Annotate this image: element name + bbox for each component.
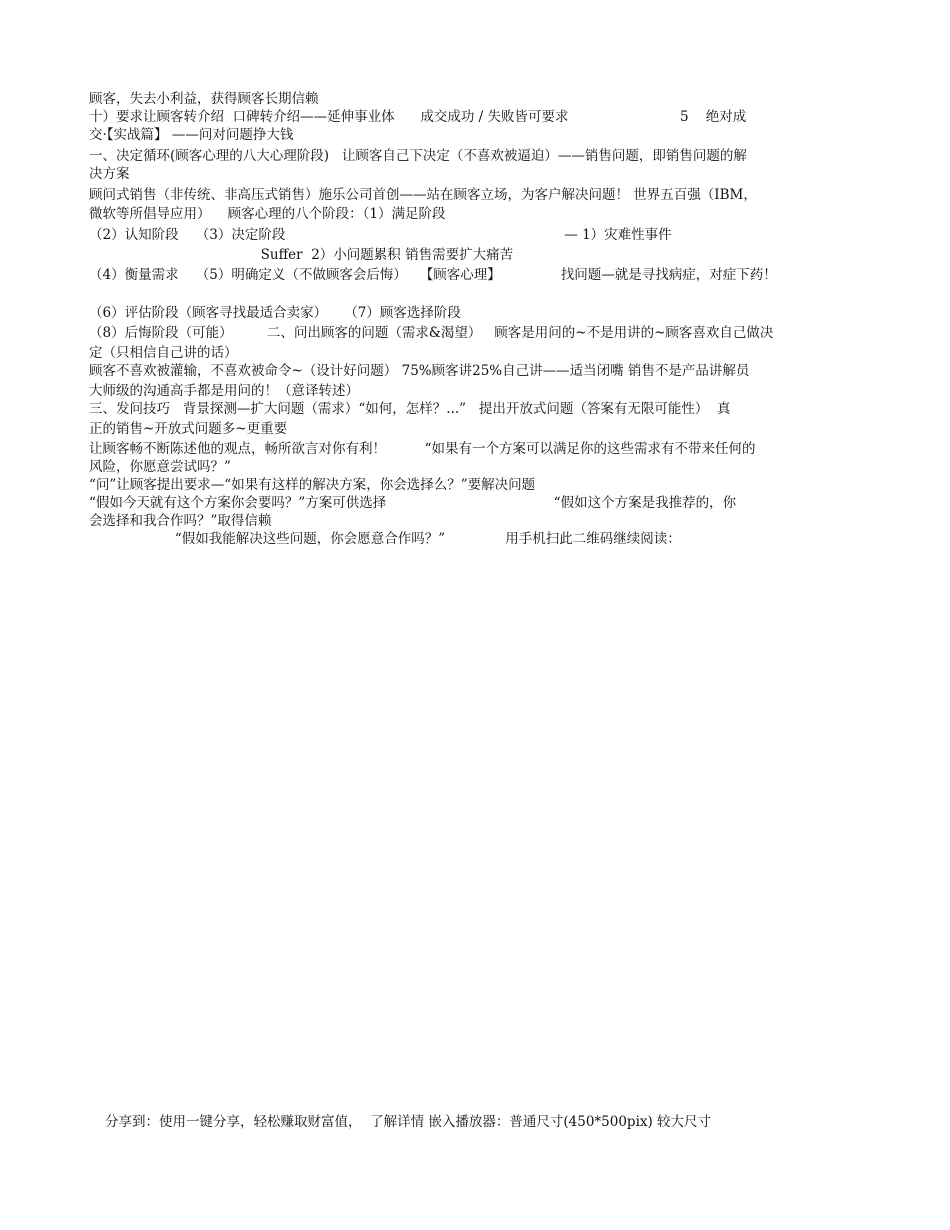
text-line: （8）后悔阶段（可能） 二、问出顾客的问题（需求&渴望） 顾客是用问的~不是用讲的~顾客喜欢自己做决 — [89, 325, 774, 341]
text-line: （6）评估阶段（顾客寻找最适合卖家） （7）顾客选择阶段 — [89, 305, 461, 321]
text-line: 正的销售~开放式问题多~更重要 — [89, 421, 288, 437]
text-line: 顾问式销售（非传统、非高压式销售）施乐公司首创——站在顾客立场，为客户解决问题！ 世界五百强（IBM， — [89, 187, 757, 203]
text-line: （4）衡量需求 （5）明确定义（不做顾客会后悔） 【顾客心理】 找问题—就是寻找病症，对症下药！ — [89, 267, 777, 283]
text-line: “假如我能解决这些问题，你会愿意合作吗？” 用手机扫此二维码继续阅读： — [89, 531, 681, 547]
text-line: “假如今天就有这个方案你会要吗？”方案可供选择 “假如这个方案是我推荐的，你 — [89, 495, 737, 511]
text-line: 一、决定循环(顾客心理的八大心理阶段) 让顾客自己下决定（不喜欢被逼迫）——销售问题，即销售问题的解 — [89, 148, 747, 164]
text-line: “问”让顾客提出要求—“如果有这样的解决方案，你会选择么？”要解决问题 — [89, 477, 536, 493]
text-line: 让顾客畅不断陈述他的观点，畅所欲言对你有利！ “如果有一个方案可以满足你的这些需求有不带来任何的 — [89, 441, 756, 457]
text-line: 决方案 — [89, 166, 130, 182]
text-line: Suffer 2）小问题累积 销售需要扩大痛苦 — [89, 247, 514, 263]
share-footer[interactable]: 分享到：使用一键分享，轻松赚取财富值， 了解详情 嵌入播放器：普通尺寸(450*500pix) 较大尺寸 — [105, 1114, 712, 1130]
text-line: 大师级的沟通高手都是用问的！（意译转述） — [89, 383, 359, 399]
text-line: 十）要求让顾客转介绍 口碑转介绍——延伸事业体 成交成功 / 失败皆可要求 5 绝对成 — [89, 109, 747, 125]
text-line: 微软等所倡导应用） 顾客心理的八个阶段：（1）满足阶段 — [89, 206, 446, 222]
text-line: 会选择和我合作吗？”取得信赖 — [89, 513, 272, 529]
text-line: 三、发问技巧 背景探测—扩大问题（需求）“如何，怎样？...” 提出开放式问题（答案有无限可能性） 真 — [89, 401, 731, 417]
text-line: 顾客，失去小利益，获得顾客长期信赖 — [89, 91, 319, 107]
text-line: 风险，你愿意尝试吗？” — [89, 459, 231, 475]
text-line: （2）认知阶段 （3）决定阶段 — 1）灾难性事件 — [89, 227, 672, 243]
text-line: 顾客不喜欢被灌输，不喜欢被命令~（设计好问题） 75%顾客讲25%自己讲——适当闭嘴 销售不是产品讲解员 — [89, 363, 750, 379]
text-line: 交·【实战篇】 ——问对问题挣大钱 — [89, 127, 294, 143]
text-line: 定（只相信自己讲的话） — [89, 345, 238, 361]
